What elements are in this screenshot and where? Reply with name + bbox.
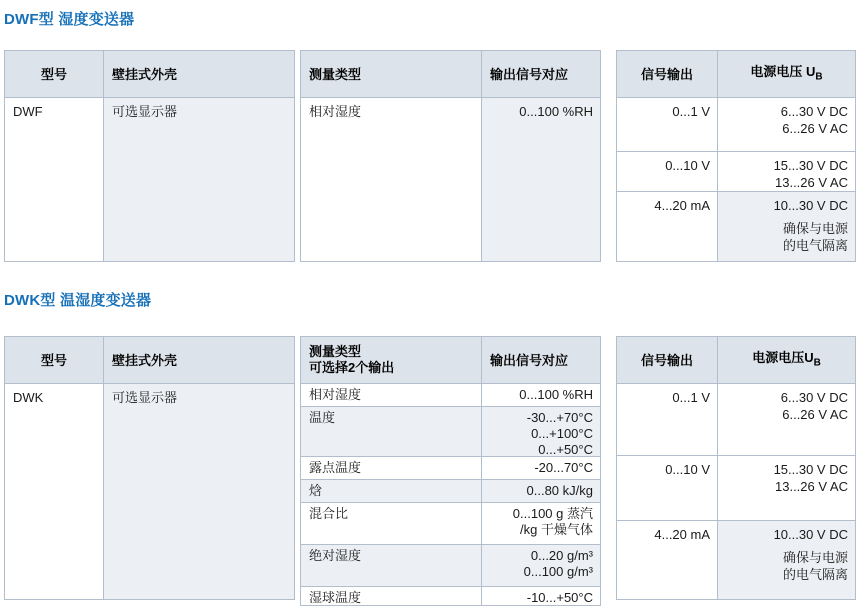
output-signal-header: 输出信号对应 [481, 337, 600, 383]
supply-value-line: 10...30 V DC [773, 527, 848, 542]
measurement-type: 湿球温度 [309, 590, 362, 605]
measurement-type-header-line2: 可选择2个输出 [309, 360, 395, 375]
measurement-value-line: 0...+50°C [538, 442, 593, 456]
measurement-type: 温度 [301, 407, 481, 456]
supply-values [717, 384, 855, 455]
dwk-model-table [4, 336, 295, 600]
supply-voltage-header-text: 电源电压U [752, 349, 814, 365]
supply-voltage-header [717, 337, 855, 383]
supply-voltage-header [717, 51, 855, 97]
measurement-values [481, 587, 600, 605]
isolation-note-line: 确保与电源 [782, 221, 848, 236]
supply-values [717, 192, 855, 261]
measurement-value-line: /kg 干燥气体 [520, 522, 593, 537]
signal-value: 0...1 V [672, 104, 710, 119]
supply-value-line: 6...30 V DC [780, 390, 848, 405]
measurement-type: 相对湿度 [309, 387, 362, 402]
measurement-values [481, 545, 600, 586]
supply-value-line: 15...30 V DC [773, 158, 848, 173]
supply-voltage-subscript: B [813, 357, 821, 369]
measurement-value-line: 0...100 g/m³ [523, 564, 593, 579]
measurement-type-header: 测量类型 [301, 51, 481, 97]
measurement-type: 相对湿度 [309, 104, 362, 119]
measurement-values [481, 503, 600, 544]
measurement-value-line: 0...+100°C [531, 426, 593, 441]
supply-value-line: 6...30 V DC [780, 104, 848, 119]
supply-value-line: 10...30 V DC [773, 198, 848, 213]
measurement-value-line: 0...80 kJ/kg [526, 483, 593, 498]
signal-value: 4...20 mA [654, 527, 710, 542]
housing-value: 可选显示器 [103, 98, 294, 261]
model-column-header: 型号 [5, 337, 103, 383]
supply-value-line: 13...26 V AC [775, 479, 848, 494]
housing-column-header: 壁挂式外壳 [103, 337, 294, 383]
supply-value-line: 6...26 V AC [782, 407, 848, 422]
signal-value: 0...10 V [665, 462, 710, 477]
signal-value: 0...1 V [672, 390, 710, 405]
dwk-signal-table [616, 336, 856, 600]
measurement-values [481, 480, 600, 502]
supply-values [717, 152, 855, 191]
dwf-model-table [4, 50, 295, 262]
section-title-dwf: DWF型 湿度变送器 [4, 11, 135, 28]
supply-values [717, 521, 855, 599]
housing-column-header: 壁挂式外壳 [103, 51, 294, 97]
isolation-note-line: 的电气隔离 [782, 567, 848, 582]
measurement-value-line: 0...100 g 蒸汽 [512, 506, 593, 521]
supply-value-line: 15...30 V DC [773, 462, 848, 477]
dwf-signal-table [616, 50, 856, 262]
supply-values [717, 98, 855, 151]
measurement-value-line: 0...20 g/m³ [530, 548, 593, 563]
measurement-values [481, 457, 600, 479]
measurement-type-header-line1: 测量类型 [309, 344, 362, 359]
supply-voltage-subscript: B [815, 71, 823, 83]
measurement-value-line: -20...70°C [534, 460, 593, 475]
measurement-value-line: -10...+50°C [526, 590, 593, 605]
housing-value: 可选显示器 [103, 384, 294, 599]
measurement-values [481, 98, 600, 261]
section-title-dwk: DWK型 温湿度变送器 [4, 292, 152, 309]
signal-value: 0...10 V [665, 158, 710, 173]
measurement-type: 焓 [301, 480, 481, 502]
signal-value: 4...20 mA [654, 198, 710, 213]
output-signal-header: 输出信号对应 [481, 51, 600, 97]
measurement-values [481, 384, 600, 406]
model-value: DWK [13, 390, 44, 405]
supply-value-line: 13...26 V AC [775, 175, 848, 190]
measurement-type: 绝对湿度 [301, 545, 481, 586]
supply-value-line: 6...26 V AC [782, 121, 848, 136]
measurement-value-line: 0...100 %RH [519, 387, 593, 402]
signal-output-header: 信号输出 [617, 51, 717, 97]
measurement-type: 露点温度 [309, 460, 362, 475]
supply-values [717, 456, 855, 520]
measurement-values [481, 407, 600, 456]
measurement-value-line: 0...100 %RH [519, 104, 593, 119]
isolation-note-line: 确保与电源 [782, 550, 848, 565]
dwk-measurement-table [300, 336, 601, 606]
supply-voltage-header-text: 电源电压 U [750, 63, 816, 79]
isolation-note-line: 的电气隔离 [782, 238, 848, 253]
measurement-value-line: -30...+70°C [526, 410, 593, 425]
model-value: DWF [13, 104, 43, 119]
measurement-type-header [301, 337, 481, 383]
model-column-header: 型号 [5, 51, 103, 97]
signal-output-header: 信号输出 [617, 337, 717, 383]
measurement-type: 混合比 [309, 506, 349, 521]
dwf-measurement-table [300, 50, 601, 262]
